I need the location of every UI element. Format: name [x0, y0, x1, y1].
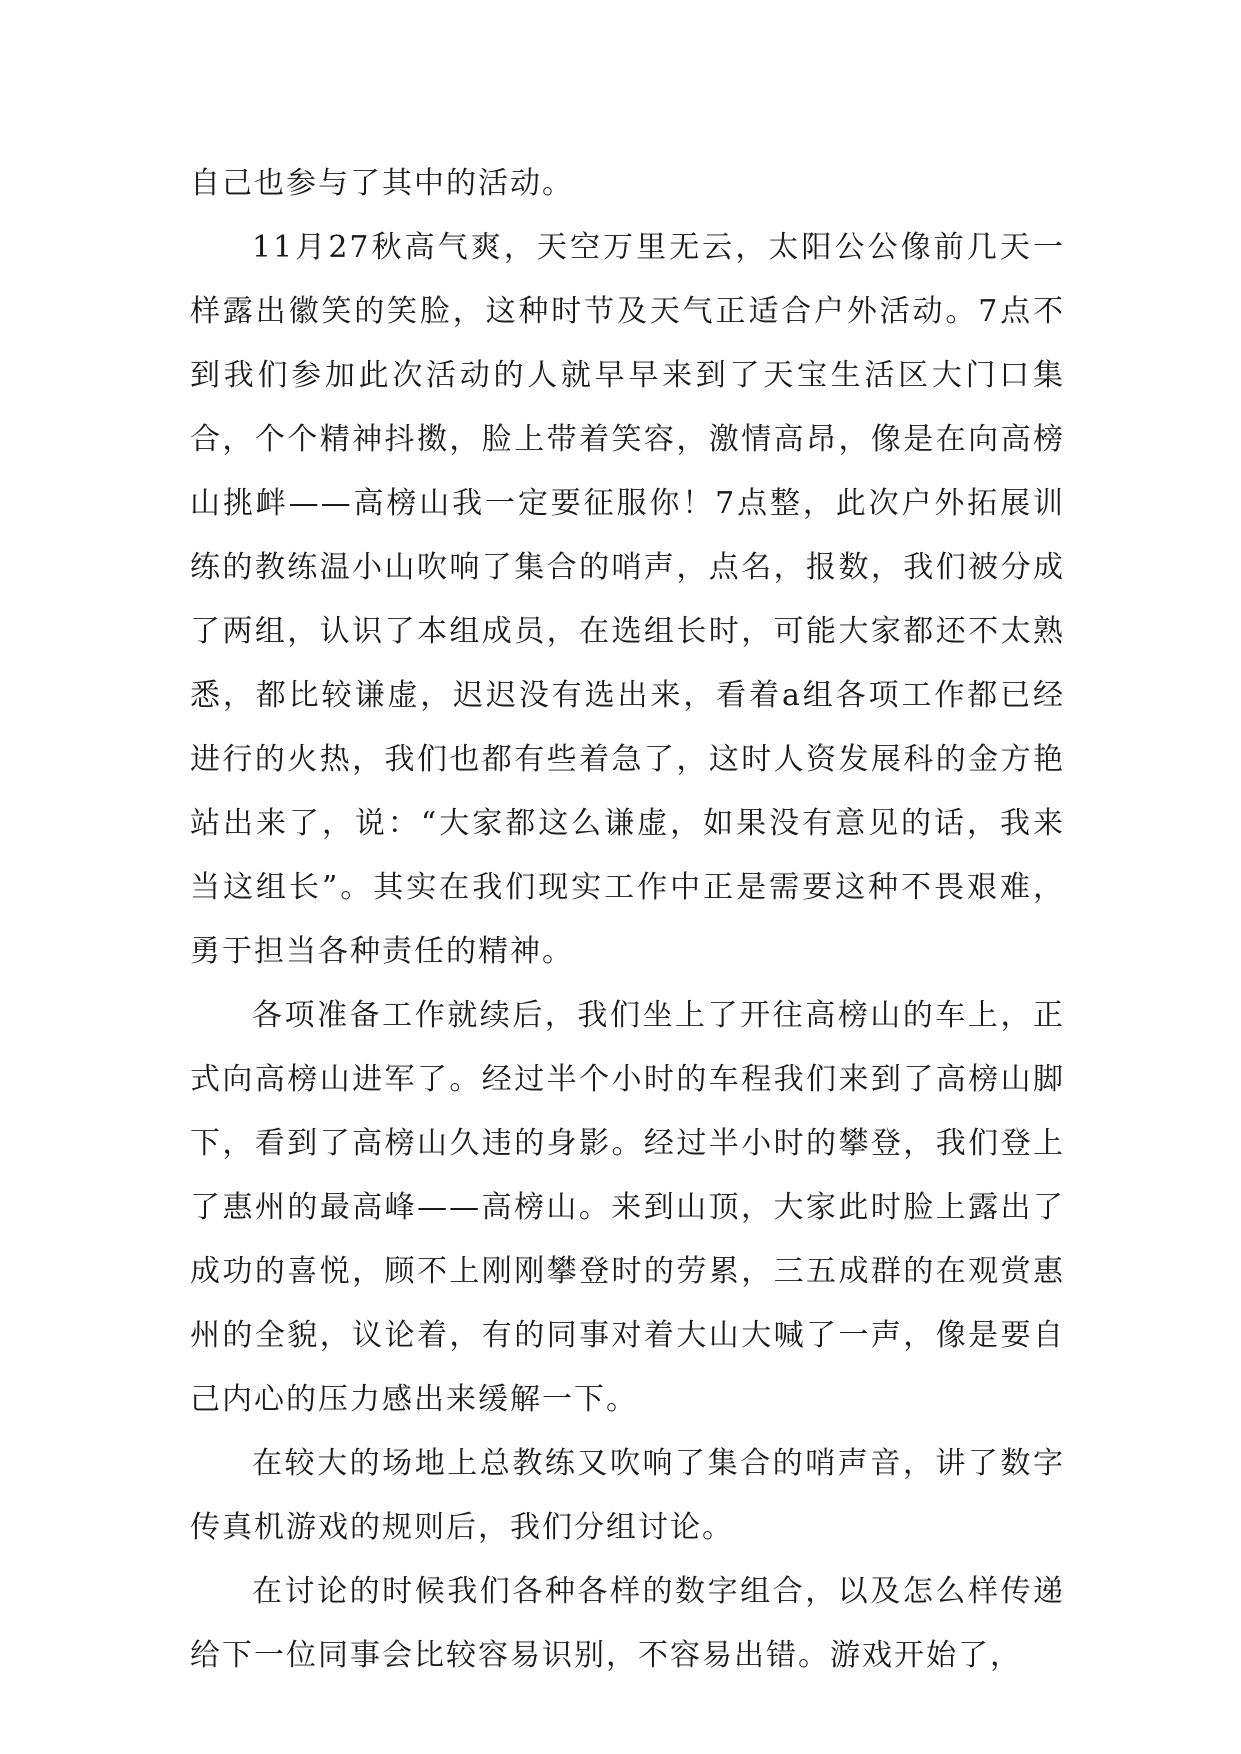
paragraph-3: 各项准备工作就续后，我们坐上了开往高榜山的车上，正式向高榜山进军了。经过半个小时的车程我们来到了高榜山脚下，看到了高榜山久违的身影。经过半小时的攀登，我们登上了惠州的最高峰——高榜山。来到山顶，大家此时脸上露出了成功的喜悦，顾不上刚刚攀登时的劳累，三五成群的在观赏惠州的全貌，议论着，有的同事对着大山大喊了一声，像是要自己内心的压力感出来缓解一下。	[190, 998, 1065, 1417]
paragraph-4: 在较大的场地上总教练又吹响了集合的哨声音，讲了数字传真机游戏的规则后，我们分组讨论。	[190, 1446, 1065, 1545]
paragraph-5: 在讨论的时候我们各种各样的数字组合，以及怎么样传递给下一位同事会比较容易识别，不容易出错。游戏开始了，	[190, 1574, 1065, 1673]
paragraph-2: 11月27秋高气爽，天空万里无云，太阳公公像前几天一样露出徽笑的笑脸，这种时节及天气正适合户外活动。7点不到我们参加此次活动的人就早早来到了天宝生活区大门口集合，个个精神抖擞，脸上带着笑容，激情高昂，像是在向高榜山挑衅——高榜山我一定要征服你！7点整，此次户外拓展训练的教练温小山吹响了集合的哨声，点名，报数，我们被分成了两组，认识了本组成员，在选组长时，可能大家都还不太熟悉，都比较谦虚，迟迟没有选出来，看着a组各项工作都已经进行的火热，我们也都有些着急了，这时人资发展科的金方艳站出来了，说：“大家都这么谦虚，如果没有意见的话，我来当这组长”。其实在我们现实工作中正是需要这种不畏艰难，勇于担当各种责任的精神。	[190, 230, 1065, 969]
document-body	[190, 152, 1065, 1688]
paragraph-1: 自己也参与了其中的活动。	[190, 166, 574, 201]
